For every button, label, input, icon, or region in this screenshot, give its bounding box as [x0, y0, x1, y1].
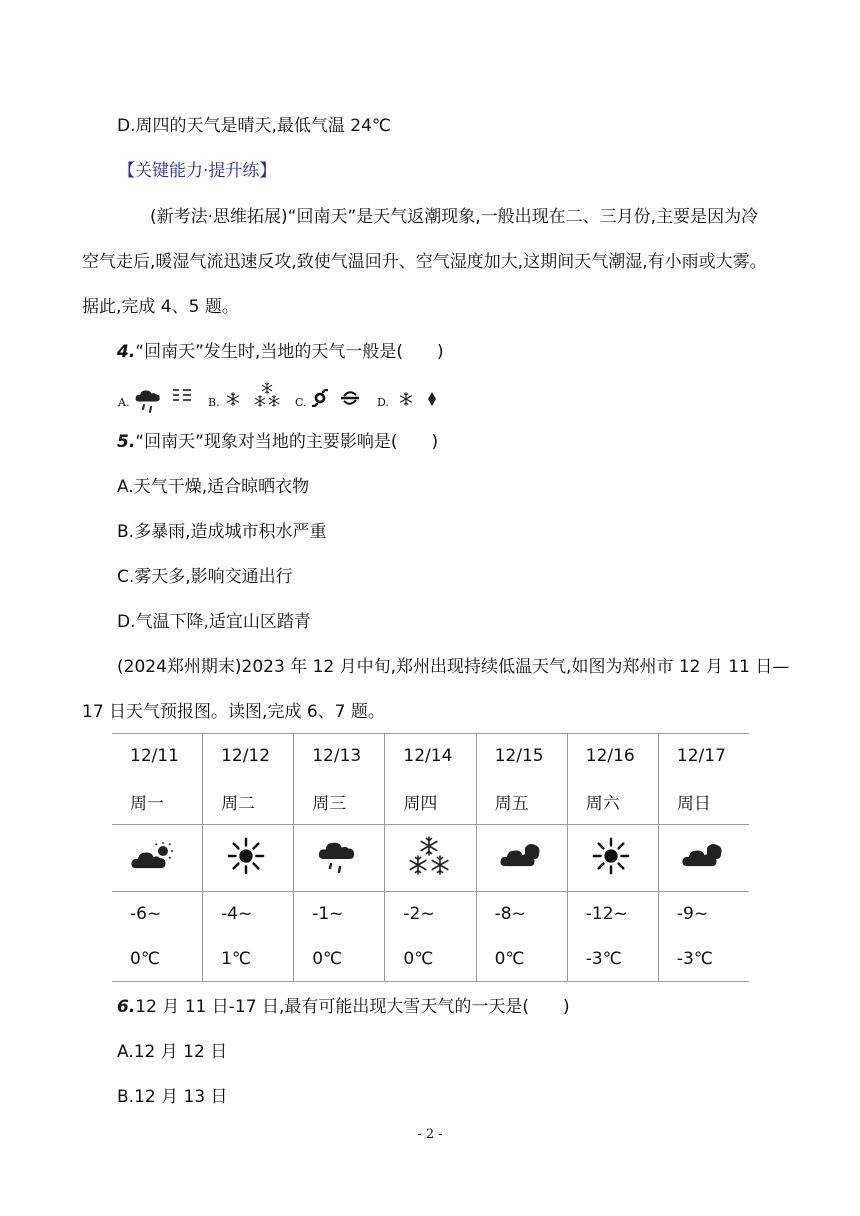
forecast-high-temp: -3℃ [585, 948, 622, 969]
passage-line-2: 空气走后,暖湿气流迅速反攻,致使气温回升、空气湿度加大,这期间天气潮湿,有小雨或大雾。 [82, 252, 767, 272]
forecast-high-cell [294, 936, 385, 982]
sunny-icon [227, 837, 265, 875]
forecast-icon-cell [476, 825, 567, 892]
weather-forecast-table [112, 733, 749, 982]
forecast-low-cell [294, 892, 385, 937]
forecast-low-temp: -12~ [585, 904, 628, 924]
forecast-icon-cell [203, 825, 294, 892]
forecast-weekday-cell [567, 778, 658, 825]
forecast-low-temp: -1~ [312, 904, 344, 924]
q5-option-b: B.多暴雨,造成城市积水严重 [117, 522, 327, 542]
forecast-high-cell [567, 936, 658, 982]
forecast-date: 12/11 [130, 746, 179, 766]
forecast-weekday: 周六 [585, 793, 620, 814]
q6-option-b: B.12 月 13 日 [117, 1087, 228, 1107]
rain-cloud-icon [134, 386, 162, 414]
forecast-high-cell [476, 936, 567, 982]
forecast-weekday: 周一 [130, 793, 164, 814]
forecast-high-cell [112, 936, 203, 982]
heavy-snow-icon [252, 382, 282, 410]
passage2-line-1: (2024郑州期末)2023 年 12 月中旬,郑州出现持续低温天气,如图为郑州市 12 月 11 日— [117, 657, 790, 677]
forecast-weekday: 周三 [312, 793, 347, 814]
forecast-date-cell [567, 734, 658, 779]
forecast-date: 12/12 [221, 746, 271, 766]
hail-icon [427, 391, 437, 407]
forecast-weekday: 周四 [403, 793, 438, 814]
question-6 [117, 995, 570, 1019]
forecast-weekday-cell [112, 778, 203, 825]
forecast-low-cell [203, 892, 294, 937]
page-number: - 2 - [417, 1127, 443, 1142]
forecast-high-cell [203, 936, 294, 982]
question-4 [117, 340, 444, 364]
forecast-date-cell [476, 734, 567, 779]
forecast-low-cell [112, 892, 203, 937]
forecast-date-cell [203, 734, 294, 779]
question-5-text: “回南天”现象对当地的主要影响是( ) [135, 432, 439, 452]
forecast-high-row [112, 936, 749, 982]
forecast-low-temp: -8~ [494, 904, 526, 924]
forecast-low-temp: -4~ [221, 904, 253, 924]
cloudy-icon [499, 842, 543, 870]
section-heading: 【关键能力·提升练】 [118, 161, 277, 181]
forecast-low-cell [567, 892, 658, 937]
q4-option-d-letter: D. [377, 396, 389, 409]
q4-option-c-letter: C. [295, 396, 307, 409]
question-5 [117, 430, 438, 454]
forecast-low-row [112, 892, 749, 937]
snowflake-icon [399, 392, 413, 406]
question-5-number: 5. [117, 432, 136, 452]
forecast-high-temp: 1℃ [221, 948, 251, 969]
forecast-weekday-cell [203, 778, 294, 825]
forecast-low-cell [476, 892, 567, 937]
forecast-weekday-row [112, 778, 749, 825]
typhoon-icon [312, 389, 328, 407]
forecast-weekday: 周五 [494, 793, 529, 814]
light-snow-icon [226, 392, 240, 406]
cloudy-icon [681, 842, 725, 870]
forecast-low-temp: -9~ [676, 904, 709, 924]
sandstorm-icon [340, 388, 360, 408]
q5-option-c: C.雾天多,影响交通出行 [117, 567, 293, 587]
forecast-low-cell [658, 892, 749, 937]
forecast-date: 12/13 [312, 746, 362, 766]
forecast-high-temp: 0℃ [494, 948, 525, 969]
forecast-date: 12/16 [585, 746, 635, 766]
forecast-high-cell [385, 936, 476, 982]
question-4-text: “回南天”发生时,当地的天气一般是( ) [135, 342, 444, 362]
q4-option-a-letter: A. [118, 396, 130, 409]
forecast-weekday-cell [385, 778, 476, 825]
forecast-high-cell [658, 936, 749, 982]
forecast-dates-row [112, 734, 749, 779]
forecast-icon-row [112, 825, 749, 892]
heavy-snow-icon [406, 835, 452, 877]
q5-option-d: D.气温下降,适宜山区踏青 [117, 612, 311, 632]
question-4-number: 4. [117, 342, 136, 362]
forecast-date: 12/17 [676, 746, 726, 766]
forecast-date-cell [294, 734, 385, 779]
forecast-date-cell [658, 734, 749, 779]
forecast-low-temp: -2~ [403, 904, 435, 924]
passage-line-3: 据此,完成 4、5 题。 [82, 297, 239, 317]
forecast-weekday-cell [476, 778, 567, 825]
forecast-high-temp: 0℃ [130, 948, 160, 969]
forecast-weekday-cell [294, 778, 385, 825]
q4-option-b-letter: B. [208, 396, 220, 409]
forecast-date: 12/15 [494, 746, 544, 766]
passage-line-1: (新考法·思维拓展)“回南天”是天气返潮现象,一般出现在二、三月份,主要是因为冷 [150, 207, 759, 227]
rain-icon [317, 838, 357, 874]
forecast-low-cell [385, 892, 476, 937]
sunny-icon [592, 837, 630, 875]
forecast-high-temp: -3℃ [676, 948, 713, 969]
passage2-line-2: 17 日天气预报图。读图,完成 6、7 题。 [82, 702, 385, 722]
forecast-weekday: 周二 [221, 793, 256, 814]
forecast-icon-cell [658, 825, 749, 892]
question-3-option-d: D.周四的天气是晴天,最低气温 24℃ [117, 116, 392, 136]
forecast-weekday-cell [658, 778, 749, 825]
forecast-icon-cell [385, 825, 476, 892]
forecast-date: 12/14 [403, 746, 453, 766]
q6-option-a: A.12 月 12 日 [117, 1042, 228, 1062]
question-6-text: 12 月 11 日-17 日,最有可能出现大雪天气的一天是( ) [135, 997, 570, 1017]
forecast-icon-cell [294, 825, 385, 892]
forecast-icon-cell [567, 825, 658, 892]
forecast-low-temp: -6~ [130, 904, 162, 924]
question-4-options [118, 382, 458, 418]
fog-icon [172, 388, 192, 402]
forecast-high-temp: 0℃ [312, 948, 343, 969]
question-6-number: 6. [117, 997, 136, 1017]
q5-option-a: A.天气干燥,适合晾晒衣物 [117, 477, 310, 497]
forecast-icon-cell [112, 825, 203, 892]
forecast-date-cell [385, 734, 476, 779]
forecast-high-temp: 0℃ [403, 948, 434, 969]
forecast-weekday: 周日 [676, 793, 711, 814]
partly-cloudy-icon [130, 841, 176, 871]
forecast-date-cell [112, 734, 203, 779]
